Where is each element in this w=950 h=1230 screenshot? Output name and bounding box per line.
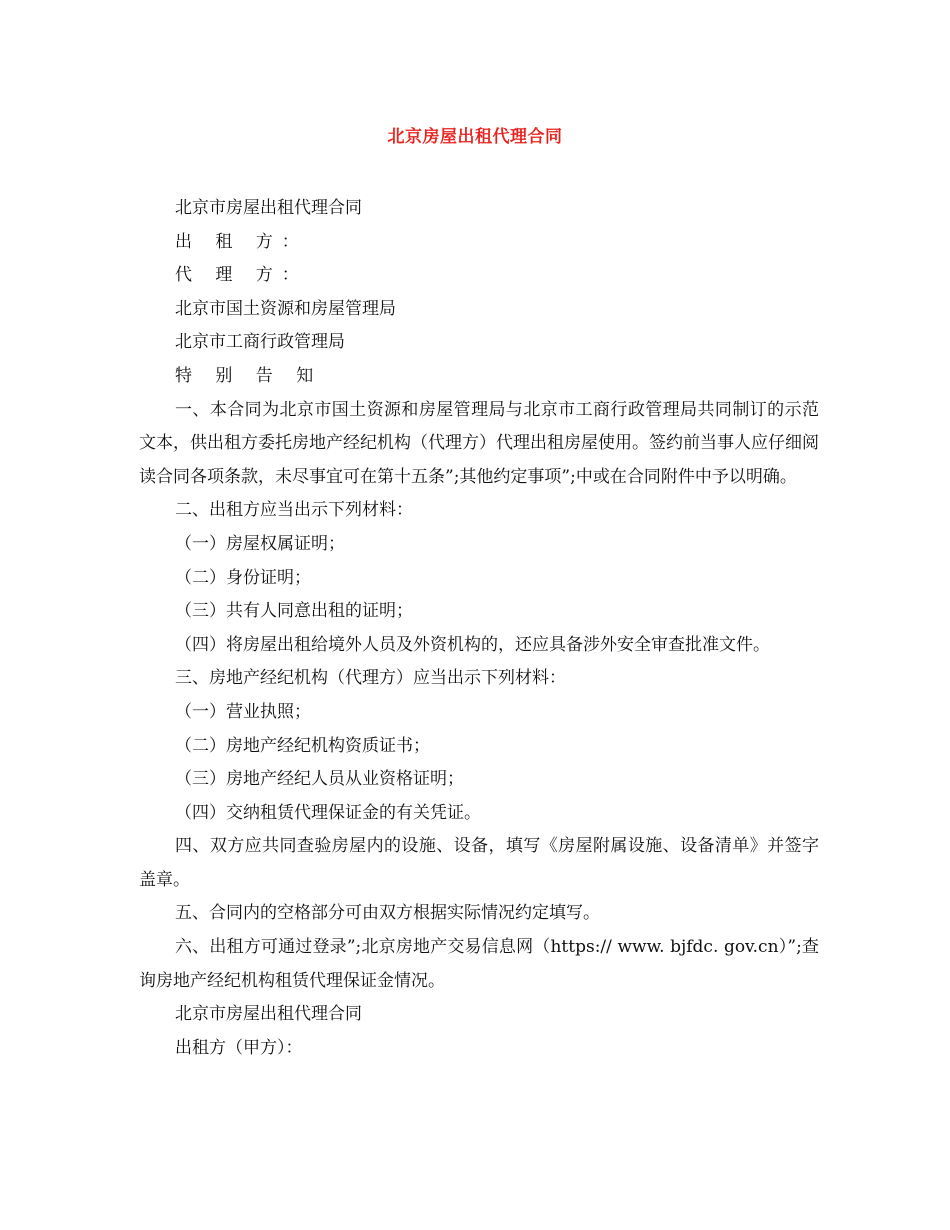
paragraph: （二）身份证明；: [175, 567, 311, 588]
paragraph: 一、本合同为北京市国土资源和房屋管理局与北京市工商行政管理局共同制订的示范文本，供出租方委托房地产经纪机构（代理方）代理出租房屋使用。签约前当事人应仔细阅读合同各项条款，未尽事宜可在第十五条”;其他约定事项”;中或在合同附件中予以明确。: [139, 399, 819, 487]
paragraph: 三、房地产经纪机构（代理方）应当出示下列材料：: [175, 668, 566, 689]
paragraph: 代 理 方：: [175, 265, 308, 286]
document-body: [139, 192, 819, 1065]
paragraph: 北京市工商行政管理局: [175, 332, 345, 353]
paragraph: 北京市房屋出租代理合同: [175, 198, 362, 218]
paragraph: （四）将房屋出租给境外人员及外资机构的，还应具备涉外安全审查批准文件。: [175, 634, 770, 655]
paragraph: 出租方（甲方）：: [175, 1037, 303, 1058]
paragraph: （二）房地产经纪机构资质证书；: [175, 735, 430, 756]
paragraph: 出 租 方：: [175, 231, 308, 252]
paragraph: （一）房屋权属证明；: [175, 533, 345, 554]
paragraph: 六、出租方可通过登录”;北京房地产交易信息网（https:// www. bjfdc. gov.cn）”;查询房地产经纪机构租赁代理保证金情况。: [139, 937, 819, 991]
paragraph: 特 别 告 知: [175, 365, 323, 386]
paragraph: （三）房地产经纪人员从业资格证明；: [175, 769, 464, 790]
paragraph: 四、双方应共同查验房屋内的设施、设备，填写《房屋附属设施、设备清单》并签字盖章。: [139, 836, 819, 890]
paragraph: （一）营业执照；: [175, 701, 311, 722]
paragraph: 二、出租方应当出示下列材料：: [175, 500, 413, 521]
paragraph: （四）交纳租赁代理保证金的有关凭证。: [175, 802, 481, 823]
paragraph: 五、合同内的空格部分可由双方根据实际情况约定填写。: [175, 903, 600, 924]
document-title: 北京房屋出租代理合同: [387, 127, 563, 147]
paragraph: （三）共有人同意出租的证明；: [175, 601, 413, 622]
paragraph: 北京市房屋出租代理合同: [175, 1004, 362, 1025]
paragraph: 北京市国土资源和房屋管理局: [175, 298, 396, 319]
